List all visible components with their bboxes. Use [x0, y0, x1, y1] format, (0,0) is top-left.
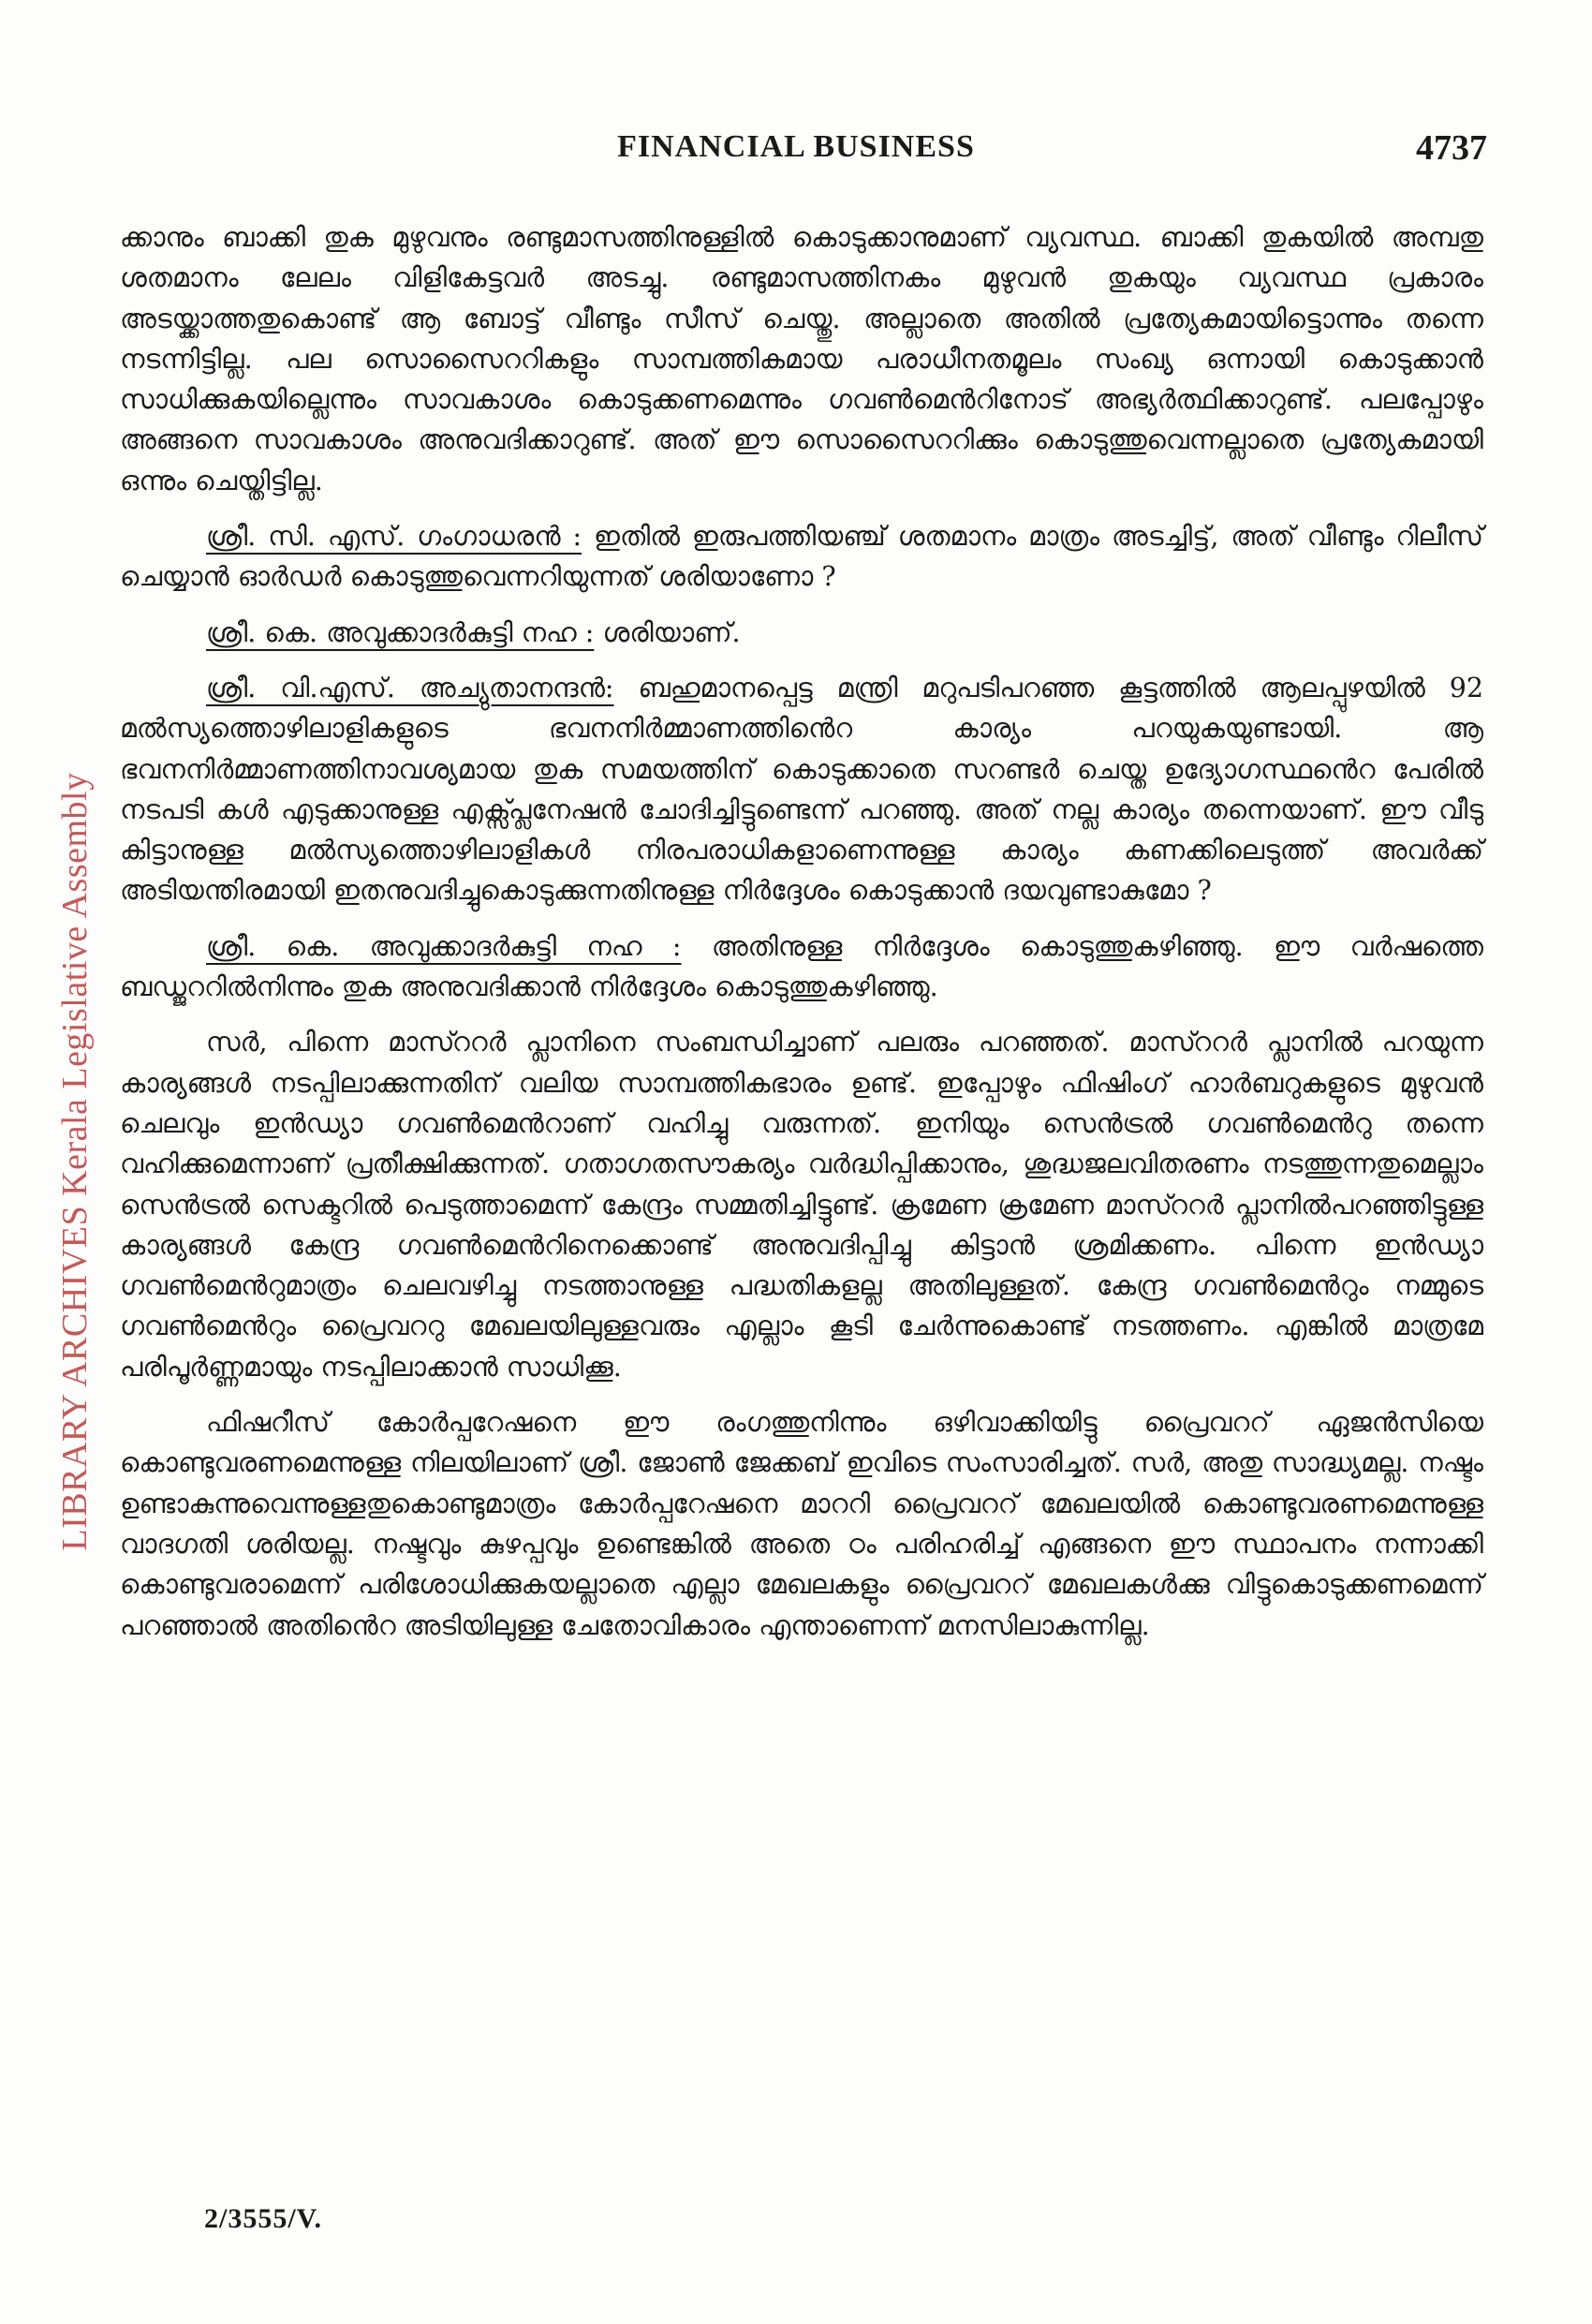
- paragraph-text: ക്കാനും ബാക്കി തുക മുഴുവനും രണ്ടുമാസത്തിനുള്ളിൽ കൊടുക്കാനുമാണ് വ്യവസ്ഥ. ബാക്കി തുകയിൽ അമ്പതു ശതമാനം ലേലം വിളികേട്ടവർ അടച്ചു. രണ്ടുമാസത്തിനകം മുഴുവൻ തുകയും വ്യവസ്ഥ പ്രകാരം അടയ്ക്കാത്തതുകൊണ്ട് ആ ബോട്ട് വീണ്ടും സീസ് ചെയ്തു. അല്ലാതെ അതിൽ പ്രത്യേകമായിട്ടൊന്നും തന്നെ നടന്നിട്ടില്ല. പല സൊസൈററികളും സാമ്പത്തികമായ പരാധീനതമൂലം സംഖ്യ ഒന്നായി കൊടുക്കാൻ സാധിക്കുകയില്ലെന്നും സാവകാശം കൊടുക്കണമെന്നും ഗവൺമെൻറിനോട് അഭ്യർത്ഥിക്കാറുണ്ട്. പലപ്പോഴും അങ്ങനെ സാവകാശം അനുവദിക്കാറുണ്ട്. അത് ഈ സൊസൈററിക്കും കൊടുത്തുവെന്നല്ലാതെ പ്രത്യേകമായി ഒന്നും ചെയ്തിട്ടില്ല.: [120, 222, 1483, 496]
- paragraph: [120, 926, 1483, 1008]
- paragraph: [120, 516, 1483, 598]
- paragraph-text: സർ, പിന്നെ മാസ്ററർ പ്ലാനിനെ സംബന്ധിച്ചാണ് പലരും പറഞ്ഞത്. മാസ്ററർ പ്ലാനിൽ പറയുന്ന കാര്യങ്ങൾ നടപ്പിലാക്കുന്നതിന് വലിയ സാമ്പത്തികഭാരം ഉണ്ട്. ഇപ്പോഴും ഫിഷിംഗ് ഹാർബറുകളുടെ മുഴുവൻ ചെലവും ഇൻഡ്യാ ഗവൺമെൻറാണ് വഹിച്ചു വരുന്നത്. ഇനിയും സെൻട്രൽ ഗവൺമെൻറു തന്നെ വഹിക്കുമെന്നാണ് പ്രതീക്ഷിക്കുന്നത്. ഗതാഗതസൗകര്യം വർദ്ധിപ്പിക്കാനും, ശുദ്ധജലവിതരണം നടത്തുന്നതുമെല്ലാം സെൻട്രൽ സെക്ടറിൽ പെടുത്താമെന്ന് കേന്ദ്രം സമ്മതിച്ചിട്ടുണ്ട്. ക്രമേണ ക്രമേണ മാസ്ററർ പ്ലാനിൽപറഞ്ഞിട്ടുള്ള കാര്യങ്ങൾ കേന്ദ്ര ഗവൺമെൻറിനെക്കൊണ്ട് അനുവദിപ്പിച്ചു കിട്ടാൻ ശ്രമിക്കണം. പിന്നെ ഇൻഡ്യാ ഗവൺമെൻറുമാത്രം ചെലവഴിച്ചു നടത്താനുള്ള പദ്ധതികളല്ല അതിലുള്ളത്. കേന്ദ്ര ഗവൺമെൻറും നമ്മുടെ ഗവൺമെൻറും പ്രൈവററു മേഖലയിലുള്ളവരും എല്ലാം കൂടി ചേർന്നുകൊണ്ട് നടത്തണം. എങ്കിൽ മാത്രമേ പരിപൂർണ്ണമായും നടപ്പിലാക്കാൻ സാധിക്കൂ.: [120, 1027, 1483, 1383]
- paragraph-text: ഫിഷറീസ് കോർപ്പറേഷനെ ഈ രംഗത്തുനിന്നും ഒഴിവാക്കിയിട്ടു പ്രൈവററ് ഏജൻസിയെ കൊണ്ടുവരണമെന്നുള്ള നിലയിലാണ് ശ്രീ. ജോൺ ജേക്കബ് ഇവിടെ സംസാരിച്ചത്. സർ, അതു സാദ്ധ്യമല്ല. നഷ്ടം ഉണ്ടാകുന്നുവെന്നുള്ളതുകൊണ്ടുമാത്രം കോർപ്പറേഷനെ മാററി പ്രൈവററ് മേഖലയിൽ കൊണ്ടുവരണമെന്നുള്ള വാദഗതി ശരിയല്ല. നഷ്ടവും കുഴപ്പവും ഉണ്ടെങ്കിൽ അതെ ഠം പരിഹരിച്ച് എങ്ങനെ ഈ സ്ഥാപനം നന്നാക്കി കൊണ്ടുവരാമെന്ന് പരിശോധിക്കുകയല്ലാതെ എല്ലാ മേഖലകളും പ്രൈവററ് മേഖലകൾക്കു വിട്ടുകൊടുക്കണമെന്ന് പറഞ്ഞാൽ അതിൻെറ അടിയിലുള്ള ചേതോവികാരം എന്താണെന്ന് മനസിലാകുന്നില്ല.: [120, 1407, 1483, 1641]
- paragraph: [120, 1402, 1483, 1646]
- running-header: [0, 129, 1592, 185]
- speaker-name: ശ്രീ. സി. എസ്. ഗംഗാധരൻ :: [206, 521, 582, 553]
- speaker-name: ശ്രീ. വി.എസ്. അച്യുതാനന്ദൻ:: [206, 672, 614, 703]
- speaker-name: ശ്രീ. കെ. അവുക്കാദർകുട്ടി നഹ :: [206, 616, 595, 648]
- paragraph: [120, 668, 1483, 911]
- footer-code: 2/3555/V.: [204, 2203, 322, 2234]
- paragraph-text: ശരിയാണ്.: [602, 616, 741, 648]
- paragraph-text: ബഹുമാനപ്പെട്ട മന്ത്രി മറുപടിപറഞ്ഞ കൂട്ടത്തിൽ ആലപ്പുഴയിൽ 92 മൽസ്യത്തൊഴിലാളികളുടെ ഭവനനിർമ്മാണത്തിൻെറ കാര്യം പറയുകയുണ്ടായി. ആ ഭവനനിർമ്മാണത്തിനാവശ്യമായ തുക സമയത്തിന് കൊടുക്കാതെ സറണ്ടർ ചെയ്ത ഉദ്യോഗസ്ഥൻെറ പേരിൽ നടപടി കൾ എടുക്കാനുള്ള എക്സ്പ്ലനേഷൻ ചോദിച്ചിട്ടുണ്ടെന്ന് പറഞ്ഞു. അത് നല്ല കാര്യം തന്നെയാണ്. ഈ വീടു കിട്ടാനുള്ള മൽസ്യത്തൊഴിലാളികൾ നിരപരാധികളാണെന്നുള്ള കാര്യം കണക്കിലെടുത്ത് അവർക്ക് അടിയന്തിരമായി ഇതനുവദിച്ചുകൊടുക്കുന്നതിനുള്ള നിർദ്ദേശം കൊടുക്കാൻ ദയവുണ്ടാകുമോ ?: [120, 672, 1484, 907]
- paragraph: [120, 217, 1483, 501]
- speaker-name: ശ്രീ. കെ. അവുക്കാദർകുട്ടി നഹ :: [206, 930, 682, 962]
- body-text: [120, 217, 1483, 1661]
- page-title: FINANCIAL BUSINESS: [617, 129, 975, 164]
- page-number: 4737: [1416, 128, 1487, 168]
- archive-watermark: LIBRARY ARCHIVES Kerala Legislative Assembly: [55, 772, 95, 1551]
- paragraph: [120, 613, 1483, 653]
- paragraph-text: ഇതിൽ ഇരുപത്തിയഞ്ച് ശതമാനം മാത്രം അടച്ചിട്ട്, അത് വീണ്ടും റിലീസ് ചെയ്യാൻ ഓർഡർ കൊടുത്തുവെന്നറിയുന്നത് ശരിയാണോ ?: [120, 521, 1483, 593]
- paragraph-text: അതിനുള്ള നിർദ്ദേശം കൊടുത്തുകഴിഞ്ഞു. ഈ വർഷത്തെ ബഡ്ജററിൽനിന്നും തുക അനുവദിക്കാൻ നിർദ്ദേശം കൊടുത്തുകഴിഞ്ഞു.: [120, 930, 1483, 1003]
- paragraph: [120, 1022, 1483, 1387]
